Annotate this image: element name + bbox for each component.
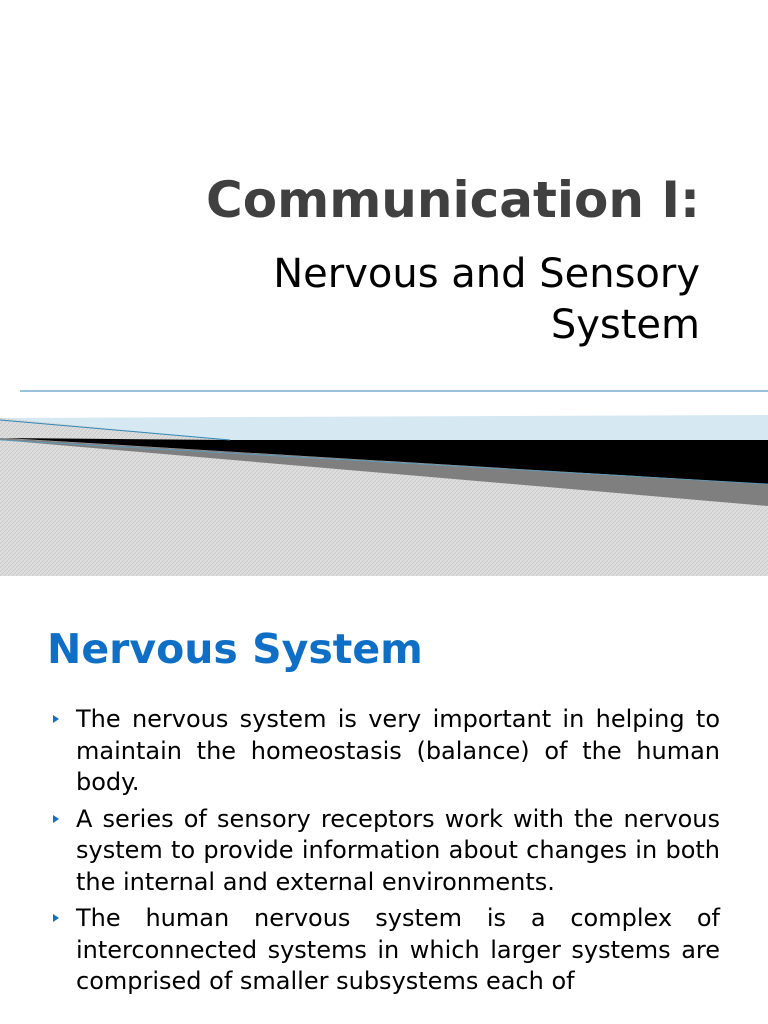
slide-heading: Nervous System <box>47 625 423 673</box>
triangle-bullet-icon <box>53 815 59 823</box>
bullet-list <box>0 704 768 1003</box>
triangle-bullet-icon <box>53 914 59 922</box>
bullet-text: The human nervous system is a complex of interconnected systems in which larger systems are comprised of smaller subsystems each of <box>76 904 720 995</box>
slide-subtitle: Nervous and Sensory System <box>273 251 700 348</box>
decorative-band <box>0 380 768 576</box>
slide-title: Communication I: <box>206 171 700 229</box>
bullet-text: The nervous system is very important in helping to maintain the homeostasis (balance) of the human body. <box>76 705 720 796</box>
bullet-item <box>0 804 768 899</box>
bullet-text: A series of sensory receptors work with the nervous system to provide information about changes in both the internal and external environments. <box>76 804 720 896</box>
bullet-item <box>0 704 768 799</box>
content-slide <box>0 576 768 1024</box>
triangle-bullet-icon <box>53 715 59 723</box>
bullet-item <box>0 903 768 998</box>
